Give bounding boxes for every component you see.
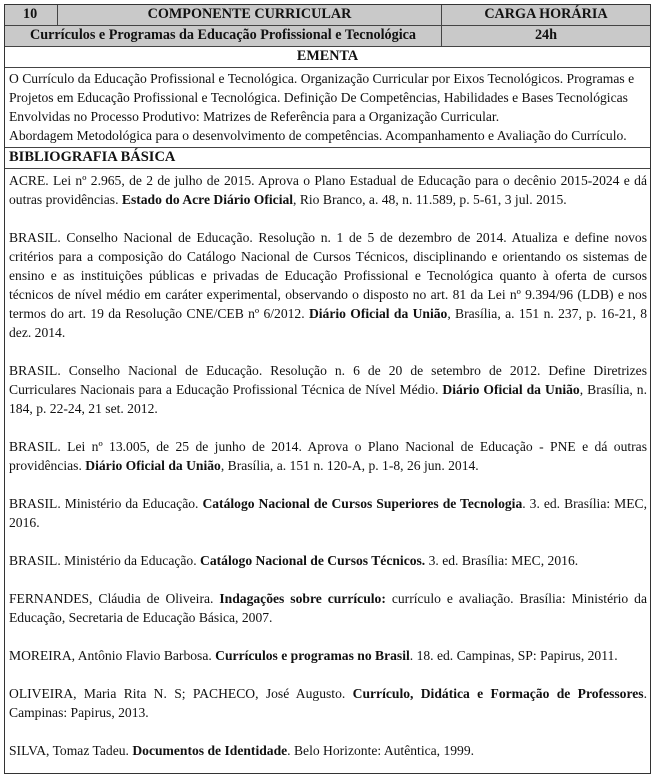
- bibliography-title: BIBLIOGRAFIA BÁSICA: [9, 149, 176, 165]
- bibliography-list: [5, 169, 650, 773]
- reference-title: Catálogo Nacional de Cursos Técnicos.: [200, 553, 426, 568]
- bibliography-reference: [9, 646, 647, 665]
- ementa-title: EMENTA: [296, 48, 359, 64]
- bibliography-reference: [9, 437, 647, 475]
- workload-label: CARGA HORÁRIA: [484, 6, 608, 22]
- reference-details: . Campinas: Papirus, 2013.: [9, 686, 647, 720]
- workload-value: 24h: [534, 27, 558, 43]
- bibliography-reference: [9, 741, 647, 760]
- bibliography-reference: [9, 228, 647, 342]
- reference-details: . 3. ed. Brasília: MEC, 2016.: [9, 496, 647, 530]
- ementa-paragraph-2: Abordagem Metodológica para o desenvolvimento de competências. Acompanhamento e Avaliação do Currículo.: [9, 128, 627, 143]
- reference-title: Documentos de Identidade: [132, 743, 288, 758]
- reference-details: . Belo Horizonte: Autêntica, 1999.: [287, 743, 475, 758]
- component-row: [5, 26, 650, 47]
- bibliography-content-row: [5, 169, 650, 773]
- reference-title: Catálogo Nacional de Cursos Superiores de Tecnologia: [202, 496, 523, 511]
- ementa-content-row: [5, 68, 650, 148]
- reference-details: , Rio Branco, a. 48, n. 11.589, p. 5-61, 3 jul. 2015.: [293, 192, 567, 207]
- reference-title: Indagações sobre currículo:: [219, 591, 386, 606]
- bibliography-header-row: [5, 148, 650, 169]
- reference-text: MOREIRA, Antônio Flavio Barbosa.: [9, 648, 216, 663]
- reference-text: BRASIL. Conselho Nacional de Educação. Resolução n. 1 de 5 de dezembro de 2014. Atualiza e define novos critérios para a composição do Catálogo Nacional de Cursos Técnicos, disciplinando e orientando os sistemas de ensino e as instituições públicas e privadas de Educação Profissional e Tecnológica quanto à oferta de cursos técnicos de nível médio em caráter experimental, observando o disposto no art. 81 da Lei nº 9.394/96 (LDB) e nos termos do art. 19 da Resolução CNE/CEB nº 6/2012.: [9, 230, 647, 321]
- reference-text: FERNANDES, Cláudia de Oliveira.: [9, 591, 220, 606]
- bibliography-reference: [9, 589, 647, 627]
- reference-details: currículo e avaliação. Brasília: Ministério da Educação, Secretaria de Educação Básica, 2007.: [9, 591, 648, 625]
- reference-title: Diário Oficial da União: [85, 458, 221, 473]
- reference-details: 3. ed. Brasília: MEC, 2016.: [425, 553, 579, 568]
- reference-text: BRASIL. Conselho Nacional de Educação. Resolução n. 6 de 20 de setembro de 2012. Define Diretrizes Curriculares Nacionais para a Educação Profissional Técnica de Nível Médio.: [9, 363, 647, 397]
- reference-text: BRASIL. Ministério da Educação.: [9, 553, 201, 568]
- reference-text: BRASIL. Ministério da Educação.: [9, 496, 203, 511]
- bibliography-reference: [9, 361, 647, 418]
- reference-title: Currículo, Didática e Formação de Professores: [352, 686, 644, 701]
- curriculum-component-table: [4, 4, 651, 774]
- bibliography-reference: [9, 171, 647, 209]
- bibliography-reference: [9, 684, 647, 722]
- header-row: [5, 5, 650, 26]
- bibliography-reference: [9, 494, 647, 532]
- component-label: COMPONENTE CURRICULAR: [58, 5, 442, 25]
- reference-details: , Brasília, n. 184, p. 22-24, 21 set. 2012.: [9, 382, 647, 416]
- reference-text: ACRE. Lei nº 2.965, de 2 de julho de 2015. Aprova o Plano Estadual de Educação para o decênio 2015-2024 e dá outras providências.: [9, 173, 647, 207]
- reference-title: Currículos e programas no Brasil: [215, 648, 410, 663]
- ementa-paragraph-1: O Currículo da Educação Profissional e Tecnológica. Organização Curricular por Eixos Tecnológicos. Programas e Projetos em Educação Profissional e Tecnológica. Definição De Competências, Habilidades e Bases Tecnológicas Envolvidas no Processo Produtivo: Matrizes de Referência para a Organização Curricular.: [9, 71, 635, 124]
- reference-text: BRASIL. Lei nº 13.005, de 25 de junho de 2014. Aprova o Plano Nacional de Educação - PNE e dá outras providências.: [9, 439, 647, 473]
- reference-text: OLIVEIRA, Maria Rita N. S; PACHECO, José Augusto.: [9, 686, 353, 701]
- reference-title: Diário Oficial da União: [442, 382, 580, 397]
- reference-text: SILVA, Tomaz Tadeu.: [9, 743, 133, 758]
- component-name: Currículos e Programas da Educação Profissional e Tecnológica: [5, 26, 442, 46]
- ementa-text: [5, 68, 650, 147]
- component-number: 10: [5, 5, 58, 25]
- reference-details: , Brasília, a. 151 n. 237, p. 16-21, 8 dez. 2014.: [9, 306, 647, 340]
- reference-details: , Brasília, a. 151 n. 120-A, p. 1-8, 26 jun. 2014.: [220, 458, 479, 473]
- reference-title: Estado do Acre Diário Oficial: [121, 192, 294, 207]
- reference-title: Diário Oficial da União: [308, 306, 448, 321]
- bibliography-reference: [9, 551, 647, 570]
- ementa-header-row: [5, 47, 650, 68]
- reference-details: . 18. ed. Campinas, SP: Papirus, 2011.: [409, 648, 618, 663]
